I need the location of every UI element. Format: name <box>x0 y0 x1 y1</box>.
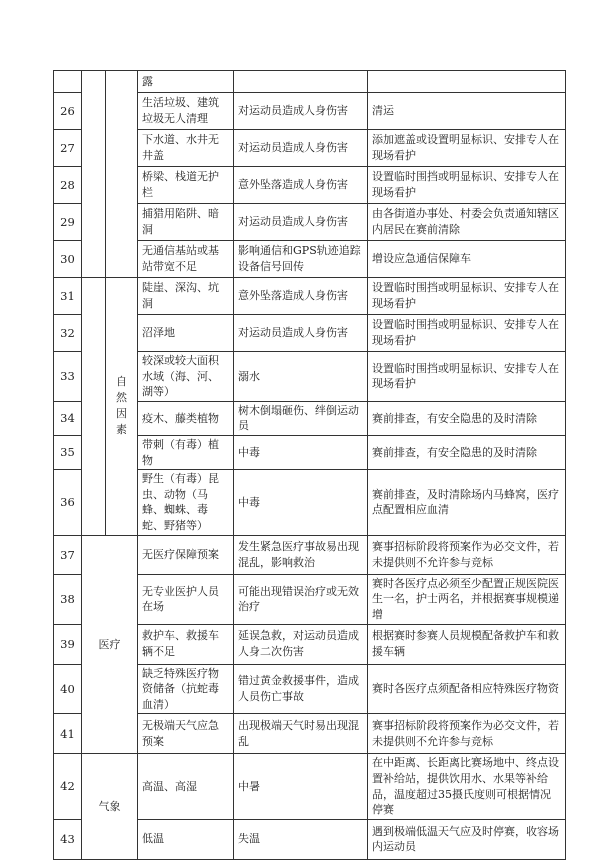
row-number: 27 <box>54 130 82 167</box>
risk-measure: 设置临时围挡或明显标识、安排专人在现场看护 <box>368 352 566 402</box>
row-number: 28 <box>54 167 82 204</box>
risk-impact: 中毒 <box>234 470 368 535</box>
risk-item: 带刺（有毒）植物 <box>138 436 234 470</box>
risk-item: 疫木、藤类植物 <box>138 401 234 435</box>
risk-item: 沼泽地 <box>138 315 234 352</box>
category-blank-cell <box>82 71 106 278</box>
risk-measure: 赛时各医疗点须配备相应特殊医疗物资 <box>368 664 566 714</box>
risk-impact: 发生紧急医疗事故易出现混乱，影响救治 <box>234 535 368 574</box>
risk-item: 无专业医护人员在场 <box>138 574 234 624</box>
risk-impact: 树木倒塌砸伤、绊倒运动员 <box>234 401 368 435</box>
row-number: 35 <box>54 436 82 470</box>
row-number: 41 <box>54 714 82 754</box>
table-row <box>54 754 566 819</box>
risk-impact: 中毒 <box>234 436 368 470</box>
risk-impact: 可能出现错误治疗或无效治疗 <box>234 574 368 624</box>
risk-item: 下水道、水井无井盖 <box>138 130 234 167</box>
table-row <box>54 71 566 93</box>
row-number: 39 <box>54 624 82 664</box>
risk-measure: 赛前排查，有安全隐患的及时清除 <box>368 436 566 470</box>
risk-impact: 延误急救，对运动员造成人身二次伤害 <box>234 624 368 664</box>
risk-item: 无极端天气应急预案 <box>138 714 234 754</box>
risk-measure <box>368 71 566 93</box>
risk-measure: 赛事招标阶段将预案作为必交文件，若未提供则不允许参与竞标 <box>368 714 566 754</box>
category-medical: 医疗 <box>82 535 138 754</box>
risk-impact: 意外坠落造成人身伤害 <box>234 278 368 315</box>
risk-impact: 溺水 <box>234 352 368 402</box>
risk-item: 捕猎用陷阱、暗洞 <box>138 204 234 241</box>
risk-impact: 出现极端天气时易出现混乱 <box>234 714 368 754</box>
category-blank-cell <box>106 71 138 278</box>
risk-item: 陡崖、深沟、坑洞 <box>138 278 234 315</box>
risk-item: 无医疗保障预案 <box>138 535 234 574</box>
category-nature <box>106 278 138 536</box>
risk-impact: 对运动员造成人身伤害 <box>234 93 368 130</box>
risk-impact: 对运动员造成人身伤害 <box>234 315 368 352</box>
risk-item: 高温、高湿 <box>138 754 234 819</box>
risk-measure: 根据赛时参赛人员规模配备救护车和救援车辆 <box>368 624 566 664</box>
risk-measure: 设置临时围挡或明显标识、安排专人在现场看护 <box>368 278 566 315</box>
row-number: 43 <box>54 819 82 859</box>
row-number: 30 <box>54 241 82 278</box>
risk-measure: 赛时各医疗点必须至少配置正规医院医生一名，护士两名，并根据赛事规模递增 <box>368 574 566 624</box>
risk-item: 较深或较大面积水域（海、河、湖等） <box>138 352 234 402</box>
risk-table <box>53 70 566 860</box>
risk-impact: 对运动员造成人身伤害 <box>234 204 368 241</box>
risk-item: 野生（有毒）昆虫、动物（马蜂、蜘蛛、毒蛇、野猪等） <box>138 470 234 535</box>
risk-item: 露 <box>138 71 234 93</box>
row-number <box>54 71 82 93</box>
row-number: 34 <box>54 401 82 435</box>
row-number: 33 <box>54 352 82 402</box>
risk-measure: 增设应急通信保障车 <box>368 241 566 278</box>
risk-impact: 中暑 <box>234 754 368 819</box>
risk-measure: 赛前排查，有安全隐患的及时清除 <box>368 401 566 435</box>
risk-measure: 清运 <box>368 93 566 130</box>
risk-item: 生活垃圾、建筑垃圾无人清理 <box>138 93 234 130</box>
risk-item: 无通信基站或基站带宽不足 <box>138 241 234 278</box>
risk-measure: 由各街道办事处、村委会负责通知辖区内居民在赛前清除 <box>368 204 566 241</box>
row-number: 40 <box>54 664 82 714</box>
row-number: 32 <box>54 315 82 352</box>
row-number: 36 <box>54 470 82 535</box>
risk-measure: 添加遮盖或设置明显标识、安排专人在现场看护 <box>368 130 566 167</box>
row-number: 38 <box>54 574 82 624</box>
category-blank-cell <box>82 278 106 536</box>
table-row <box>54 535 566 574</box>
risk-impact: 失温 <box>234 819 368 859</box>
row-number: 31 <box>54 278 82 315</box>
risk-measure: 在中距离、长距离比赛场地中、终点设置补给站，提供饮用水、水果等补给品，温度超过35摄氏度则可根据情况停赛 <box>368 754 566 819</box>
risk-impact: 对运动员造成人身伤害 <box>234 130 368 167</box>
risk-impact: 意外坠落造成人身伤害 <box>234 167 368 204</box>
risk-measure: 赛前排查，及时清除场内马蜂窝，医疗点配置相应血清 <box>368 470 566 535</box>
risk-impact <box>234 71 368 93</box>
row-number: 29 <box>54 204 82 241</box>
risk-measure: 遇到极端低温天气应及时停赛，收容场内运动员 <box>368 819 566 859</box>
row-number: 26 <box>54 93 82 130</box>
category-nature-label: 自然因素 <box>116 375 127 437</box>
risk-item: 桥梁、栈道无护栏 <box>138 167 234 204</box>
risk-table-body <box>54 71 566 860</box>
risk-item: 救护车、救援车辆不足 <box>138 624 234 664</box>
risk-impact: 影响通信和GPS轨迹追踪设备信号回传 <box>234 241 368 278</box>
table-row <box>54 278 566 315</box>
category-weather: 气象 <box>82 754 138 859</box>
risk-item: 低温 <box>138 819 234 859</box>
risk-impact: 错过黄金救援事件，造成人员伤亡事故 <box>234 664 368 714</box>
risk-measure: 赛事招标阶段将预案作为必交文件，若未提供则不允许参与竞标 <box>368 535 566 574</box>
row-number: 37 <box>54 535 82 574</box>
risk-item: 缺乏特殊医疗物资储备（抗蛇毒血清） <box>138 664 234 714</box>
row-number: 42 <box>54 754 82 819</box>
risk-measure: 设置临时围挡或明显标识、安排专人在现场看护 <box>368 167 566 204</box>
risk-measure: 设置临时围挡或明显标识、安排专人在现场看护 <box>368 315 566 352</box>
